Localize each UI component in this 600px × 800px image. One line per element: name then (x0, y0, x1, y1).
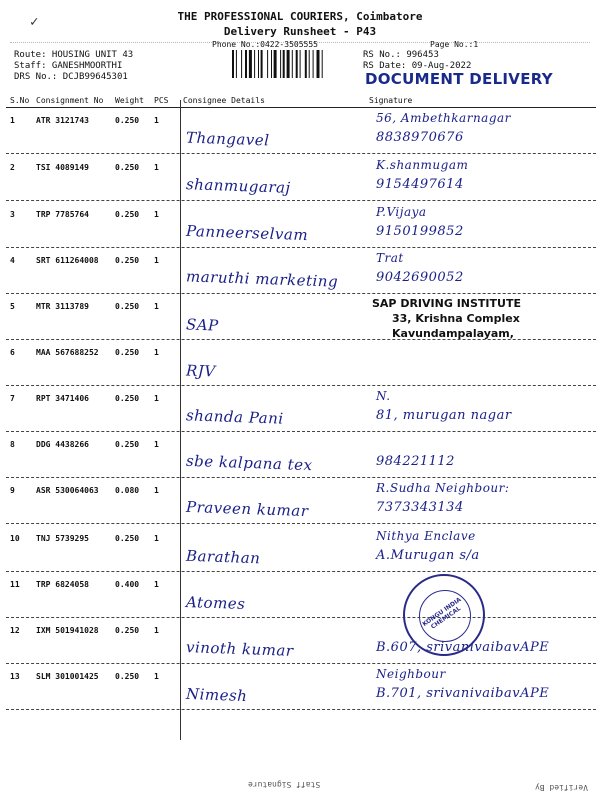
signature-line2: B.701, srivanivaibavAPE (376, 686, 550, 701)
row-pcs: 1 (154, 440, 159, 449)
signature-line1: Trat (376, 251, 404, 265)
page-number: Page No.:1 (430, 40, 479, 49)
row-divider (6, 153, 596, 154)
row-weight: 0.250 (115, 348, 140, 357)
signature-line2: 984221112 (376, 454, 455, 469)
row-weight: 0.250 (115, 440, 140, 449)
row-consignment: DDG 4438266 (36, 440, 89, 449)
table-row (6, 248, 596, 294)
row-weight: 0.250 (115, 534, 140, 543)
row-consignment: SLM 301001425 (36, 672, 99, 681)
staff-label: Staff: GANESHMOORTHI (14, 61, 123, 71)
column-header-sno: S.No (10, 96, 30, 105)
signature-line2: 9150199852 (376, 224, 464, 239)
row-pcs: 1 (154, 348, 159, 357)
row-weight: 0.250 (115, 302, 140, 311)
table-row (6, 478, 596, 524)
row-weight: 0.400 (115, 580, 140, 589)
row-pcs: 1 (154, 580, 159, 589)
sap-driving-stamp (372, 296, 521, 341)
row-pcs: 1 (154, 163, 159, 172)
row-sno: 6 (10, 348, 15, 357)
row-consignment: ASR 530064063 (36, 486, 99, 495)
consignee-name: Barathan (185, 546, 261, 568)
seal-text: KONGU INDIA CHEMICAL (421, 596, 463, 631)
row-pcs: 1 (154, 116, 159, 125)
table-row (6, 202, 596, 248)
signature-line2: B.607, srivanivaibavAPE (376, 640, 550, 655)
row-sno: 7 (10, 394, 15, 403)
table-row (6, 618, 596, 664)
sap-stamp-line1: SAP DRIVING INSTITUTE (372, 297, 521, 310)
company-seal (403, 574, 485, 656)
row-consignment: ATR 3121743 (36, 116, 89, 125)
signature-line1: Neighbour (376, 667, 446, 681)
consignee-name: maruthi marketing (185, 267, 339, 291)
row-consignment: TNJ 5739295 (36, 534, 89, 543)
check-mark-icon: ✓ (30, 14, 39, 30)
row-consignment: MTR 3113789 (36, 302, 89, 311)
table-row (6, 108, 596, 154)
column-header-signature: Signature (369, 96, 413, 105)
table-row (6, 664, 596, 710)
row-consignment: SRT 611264008 (36, 256, 99, 265)
row-weight: 0.250 (115, 116, 140, 125)
consignee-name: shanda Pani (185, 406, 284, 428)
row-consignment: TRP 6824058 (36, 580, 89, 589)
table-row (6, 155, 596, 201)
column-header-weight: Weight (115, 96, 144, 105)
row-weight: 0.250 (115, 210, 140, 219)
company-title: THE PROFESSIONAL COURIERS, Coimbatore (177, 10, 423, 23)
signature-line2: 7373343134 (376, 500, 464, 515)
row-sno: 4 (10, 256, 15, 265)
consignee-name: Praveen kumar (185, 497, 309, 521)
row-consignment: IXM 501941028 (36, 626, 99, 635)
row-sno: 12 (10, 626, 20, 635)
row-sno: 10 (10, 534, 20, 543)
row-weight: 0.080 (115, 486, 140, 495)
consignee-name: Thangavel (185, 128, 270, 150)
row-sno: 5 (10, 302, 15, 311)
consignee-name: Nimesh (185, 684, 248, 706)
row-divider (6, 523, 596, 524)
document-delivery-stamp: DOCUMENT DELIVERY (365, 70, 553, 88)
row-sno: 2 (10, 163, 15, 172)
column-header-consignment: Consignment No (36, 96, 104, 105)
row-consignment: MAA 567688252 (36, 348, 99, 357)
consignee-name: SAP (185, 315, 220, 335)
signature-line2: 9154497614 (376, 177, 464, 192)
row-pcs: 1 (154, 534, 159, 543)
row-weight: 0.250 (115, 626, 140, 635)
staff-signature-label: Staff Signature (248, 780, 321, 789)
signature-line2: 81, murugan nagar (376, 408, 512, 423)
row-sno: 1 (10, 116, 15, 125)
row-weight: 0.250 (115, 672, 140, 681)
row-sno: 8 (10, 440, 15, 449)
signature-line1: Nithya Enclave (376, 529, 476, 543)
signature-line1: N. (376, 389, 391, 403)
signature-line1: P.Vijaya (376, 205, 427, 219)
row-pcs: 1 (154, 256, 159, 265)
row-weight: 0.250 (115, 256, 140, 265)
consignee-name: Atomes (185, 592, 246, 614)
table-row (6, 526, 596, 572)
row-consignment: TSI 4089149 (36, 163, 89, 172)
phone-number: Phone No.:0422-3505555 (212, 40, 318, 49)
sap-stamp-line3: Kavundampalayam, (392, 327, 514, 340)
drs-number: DRS No.: DCJB99645301 (14, 72, 128, 82)
consignee-name: RJV (185, 361, 216, 381)
barcode-image (232, 50, 352, 78)
consignee-name: Panneerselvam (185, 221, 309, 245)
consignee-name: vinoth kumar (185, 638, 294, 660)
row-sno: 11 (10, 580, 20, 589)
row-consignment: TRP 7785764 (36, 210, 89, 219)
signature-line2: 9042690052 (376, 270, 464, 285)
row-weight: 0.250 (115, 163, 140, 172)
row-sno: 13 (10, 672, 20, 681)
consignee-name: shanmugaraj (185, 175, 291, 197)
row-divider (6, 200, 596, 201)
table-row (6, 432, 596, 478)
runsheet-title: Delivery Runsheet - P43 (223, 25, 377, 38)
signature-line1: 56, Ambethkarnagar (376, 111, 511, 125)
row-weight: 0.250 (115, 394, 140, 403)
row-pcs: 1 (154, 672, 159, 681)
row-pcs: 1 (154, 302, 159, 311)
rs-date: RS Date: 09-Aug-2022 (363, 61, 472, 71)
table-row (6, 386, 596, 432)
table-row (6, 572, 596, 618)
table-row (6, 340, 596, 386)
row-pcs: 1 (154, 486, 159, 495)
signature-line1: K.shanmugam (376, 158, 469, 172)
rs-number: RS No.: 996453 (363, 50, 439, 60)
row-pcs: 1 (154, 394, 159, 403)
row-divider (6, 709, 596, 710)
signature-line2: 8838970676 (376, 130, 464, 145)
row-sno: 9 (10, 486, 15, 495)
column-header-pcs: PCS (154, 96, 169, 105)
row-pcs: 1 (154, 210, 159, 219)
signature-line2: A.Murugan s/a (376, 548, 480, 563)
column-header-details: Consignee Details (183, 96, 265, 105)
sap-stamp-line2: 33, Krishna Complex (392, 312, 520, 325)
row-pcs: 1 (154, 626, 159, 635)
signature-line1: R.Sudha Neighbour: (376, 481, 510, 495)
route-label: Route: HOUSING UNIT 43 (14, 50, 134, 60)
row-consignment: RPT 3471406 (36, 394, 89, 403)
row-sno: 3 (10, 210, 15, 219)
consignee-name: sbe kalpana tex (185, 451, 313, 475)
verified-by-label: Verified By (535, 783, 588, 792)
